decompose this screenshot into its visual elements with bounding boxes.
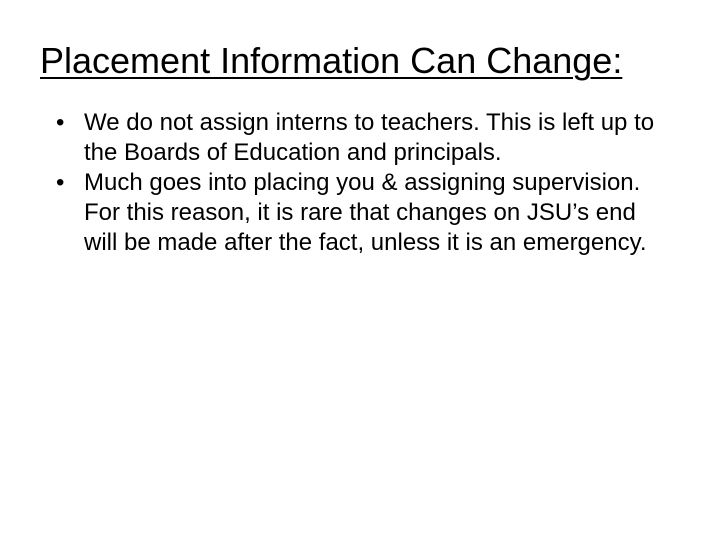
bullet-list [56, 108, 666, 258]
bullet-marker-icon: • [56, 169, 65, 196]
bullet-item [56, 108, 666, 168]
bullet-item [56, 168, 666, 258]
bullet-marker-icon: • [56, 109, 65, 136]
slide-title: Placement Information Can Change: [40, 40, 623, 81]
bullet-text: Much goes into placing you & assigning supervision. For this reason, it is rare that changes on JSU’s end will be made after the fact, unless it is an emergency. [84, 169, 647, 256]
bullet-text: We do not assign interns to teachers. This is left up to the Boards of Education and principals. [84, 109, 655, 166]
